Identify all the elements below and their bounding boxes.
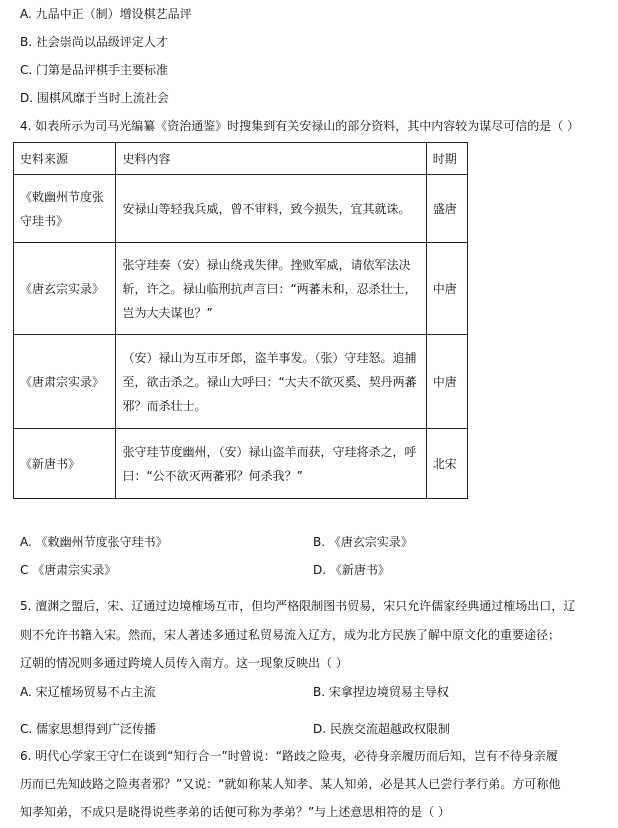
q5-option-b: B. 宋拿捏边境贸易主导权 (313, 685, 449, 699)
header-source: 史料来源 (14, 143, 116, 175)
table-row (14, 429, 468, 499)
q3-option-d: D. 围棋风靡于当时上流社会 (20, 91, 169, 105)
q3-option-a: A. 九品中正（制）增设棋艺品评 (20, 7, 192, 21)
table-row (14, 335, 468, 429)
table-row (14, 175, 468, 243)
q4-option-d: D. 《新唐书》 (313, 563, 390, 577)
q5-option-a: A. 宋辽榷场贸易不占主流 (20, 685, 156, 699)
row-content: 张守珪节度幽州，（安）禄山盗羊而获，守珪将杀之，呼曰：“公不欲灭两蕃邪？何杀我？” (116, 429, 426, 499)
row-content: （安）禄山为互市牙郎，盗羊事发。（张）守珪怒。追捕至，欲击杀之。禄山大呼曰：“大夫不欲灭奚、契丹两蕃邪？而杀壮士。 (116, 335, 426, 429)
row-period: 中唐 (426, 243, 467, 335)
row-period: 北宋 (426, 429, 467, 499)
q4-option-a: A. 《敕幽州节度张守珪书》 (20, 535, 168, 549)
header-period: 时期 (426, 143, 467, 175)
q5-option-c: C. 儒家思想得到广泛传播 (20, 722, 157, 736)
table-header-row (14, 143, 468, 175)
row-period: 中唐 (426, 335, 467, 429)
q6-line-2: 历而已先知歧路之险夷者邪？”又说：“就如称某人知孝、某人知弟，必是其人已尝行孝行弟。方可称他 (20, 777, 561, 791)
q4-stem: 4. 如表所示为司马光编纂《资治通鉴》时搜集到有关安禄山的部分资料，其中内容较为谋尽可信的是（ ） (20, 119, 580, 133)
row-source: 《敕幽州节度张守珪书》 (14, 175, 116, 243)
q5-option-d: D. 民族交流超越政权限制 (313, 722, 450, 736)
row-content: 张守珪奏（安）禄山绕戎失律。挫败军威，请依军法决斩，许之。禄山临刑抗声言曰：“两蕃未和，忍杀壮士，岂为大夫谋也？” (116, 243, 426, 335)
source-table (13, 142, 468, 499)
row-source: 《新唐书》 (14, 429, 116, 499)
q4-option-b: B. 《唐玄宗实录》 (313, 535, 413, 549)
table-row (14, 243, 468, 335)
q5-line-3: 辽朝的情况则多通过跨境人员传入南方。这一现象反映出（ ） (20, 656, 348, 670)
q6-line-1: 6. 明代心学家王守仁在谈到“知行合一”时曾说：“路歧之险夷，必待身亲履历而后知，岂有不待身亲履 (20, 749, 558, 763)
q3-option-b: B. 社会崇尚以品级评定人才 (20, 35, 168, 49)
q6-line-3: 知孝知弟，不成只是晓得说些孝弟的话便可称为孝弟？”与上述意思相符的是（ ） (20, 805, 451, 819)
q4-option-c: C 《唐肃宗实录》 (20, 563, 117, 577)
q3-option-c: C. 门第是品评棋手主要标准 (20, 63, 169, 77)
q5-line-1: 5. 澶渊之盟后，宋、辽通过边境榷场互市，但均严格限制图书贸易，宋只允许儒家经典通过榷场出口，辽 (20, 599, 576, 613)
header-content: 史料内容 (116, 143, 426, 175)
row-period: 盛唐 (426, 175, 467, 243)
q5-line-2: 则不允许书籍入宋。然而，宋人著述多通过私贸易流入辽方，成为北方民族了解中原文化的重要途径； (20, 628, 561, 642)
row-source: 《唐玄宗实录》 (14, 243, 116, 335)
row-content: 安禄山等轻我兵威，曾不审料，致今损失，宜其就诛。 (116, 175, 426, 243)
row-source: 《唐肃宗实录》 (14, 335, 116, 429)
